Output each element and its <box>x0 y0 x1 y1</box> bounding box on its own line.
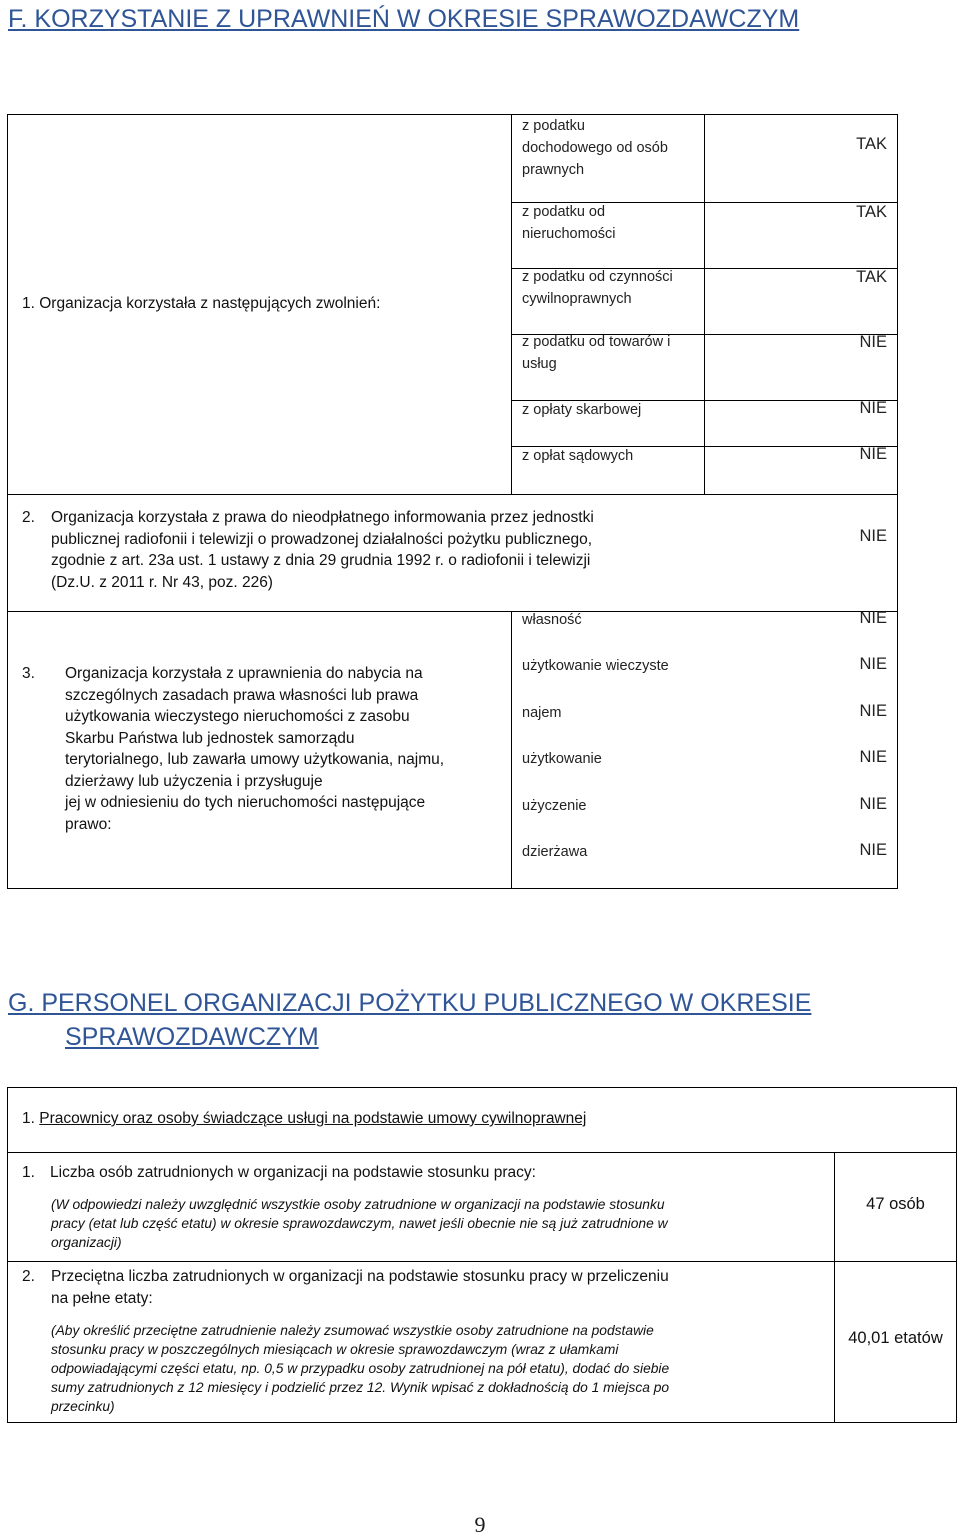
right-label-lending: użyczenie <box>522 798 587 814</box>
personnel-table <box>7 1087 957 1423</box>
q2-text: 2. Organizacja korzystała z prawa do nieodpłatnego informowania przez jednostki publicznej radiofonii i telewizji o prowadzonej działalności pożytku publicznego, zgodnie z art. 23a ust. 1 ustawy z dnia 29 grudnia 1992 r. o radiofonii i telewizji (Dz.U. z 2011 r. Nr 43, poz. 226) <box>22 509 594 591</box>
right-label-tenancy: dzierżawa <box>522 844 588 860</box>
exemption-value-court-fees: NIE <box>859 445 887 463</box>
right-value-usufruct: NIE <box>859 748 887 766</box>
section-g-heading-line2: SPRAWOZDAWCZYM <box>65 1023 319 1051</box>
exemption-label-cit: z podatku dochodowego od osób prawnych <box>522 118 668 178</box>
right-value-tenancy: NIE <box>859 841 887 859</box>
q3-text: 3. Organizacja korzystała z uprawnienia do nabycia na szczególnych zasadach prawa własności lub prawa użytkowania wieczystego nieruchomości z zasobu Skarbu Państwa lub jednostek samorządu terytorialnego, lub zawarła umowy użytkowania, najmu, dzierżawy lub użyczenia i przysługuje jej w odniesieniu do tych nieruchomości następujące prawo: <box>22 665 445 833</box>
right-value-lease: NIE <box>859 702 887 720</box>
q1-label: 1. Organizacja korzystała z następujących zwolnień: <box>22 295 381 312</box>
right-label-ownership: własność <box>522 612 582 628</box>
right-label-lease: najem <box>522 705 562 721</box>
fte-count: 40,01 etatów <box>848 1329 943 1347</box>
q2-value: NIE <box>859 527 887 545</box>
employees-count: 47 osób <box>866 1195 925 1213</box>
right-value-ownership: NIE <box>859 609 887 627</box>
exemptions-table <box>7 114 898 889</box>
exemption-value-vat: NIE <box>859 333 887 351</box>
exemption-label-property-tax: z podatku od nieruchomości <box>522 204 616 242</box>
right-label-usufruct: użytkowanie <box>522 751 602 767</box>
exemption-label-court-fees: z opłat sądowych <box>522 448 634 464</box>
employees-note: (W odpowiedzi należy uwzględnić wszystkie osoby zatrudnione w organizacji na podstawie stosunku pracy (etat lub część etatu) w okresie sprawozdawczym, nawet jeśli obecnie nie są już zatrudnione w organizacji) <box>51 1197 668 1250</box>
personnel-subheading: 1. Pracownicy oraz osoby świadczące usługi na podstawie umowy cywilnoprawnej <box>22 1110 587 1127</box>
page-number: 9 <box>474 1512 486 1537</box>
section-g-heading-line1: G. PERSONEL ORGANIZACJI POŻYTKU PUBLICZNEGO W OKRESIE <box>8 989 812 1017</box>
exemption-value-cit: TAK <box>856 135 887 153</box>
exemption-value-civil-law-tax: TAK <box>856 268 887 286</box>
right-value-perpetual-usufruct: NIE <box>859 655 887 673</box>
exemption-value-stamp-duty: NIE <box>859 399 887 417</box>
fte-note: (Aby określić przeciętne zatrudnienie należy zsumować wszystkie osoby zatrudnione na podstawie stosunku pracy w poszczególnych miesiącach w okresie sprawozdawczym (wraz z ułamkami odpowiadającymi części etatu, np. 0,5 w przypadku osoby zatrudnionej na pół etatu), dodać do siebie sumy zatrudnionych z 12 miesięcy i podzielić przez 12. Wynik wpisać z dokładnością do 1 miejsca po przecinku) <box>51 1323 670 1414</box>
section-f-heading: F. KORZYSTANIE Z UPRAWNIEŃ W OKRESIE SPRAWOZDAWCZYM <box>8 5 800 33</box>
exemption-value-property-tax: TAK <box>856 203 887 221</box>
exemption-label-civil-law-tax: z podatku od czynności cywilnoprawnych <box>522 269 673 307</box>
section-g-heading <box>8 986 811 1054</box>
fte-question: 2. Przeciętna liczba zatrudnionych w organizacji na podstawie stosunku pracy w przeliczeniu na pełne etaty: <box>22 1268 669 1307</box>
exemption-label-vat: z podatku od towarów i usług <box>522 334 671 372</box>
right-value-lending: NIE <box>859 795 887 813</box>
employees-question: 1. Liczba osób zatrudnionych w organizacji na podstawie stosunku pracy: <box>22 1164 536 1181</box>
exemption-label-stamp-duty: z opłaty skarbowej <box>522 402 642 418</box>
right-label-perpetual-usufruct: użytkowanie wieczyste <box>522 658 669 674</box>
